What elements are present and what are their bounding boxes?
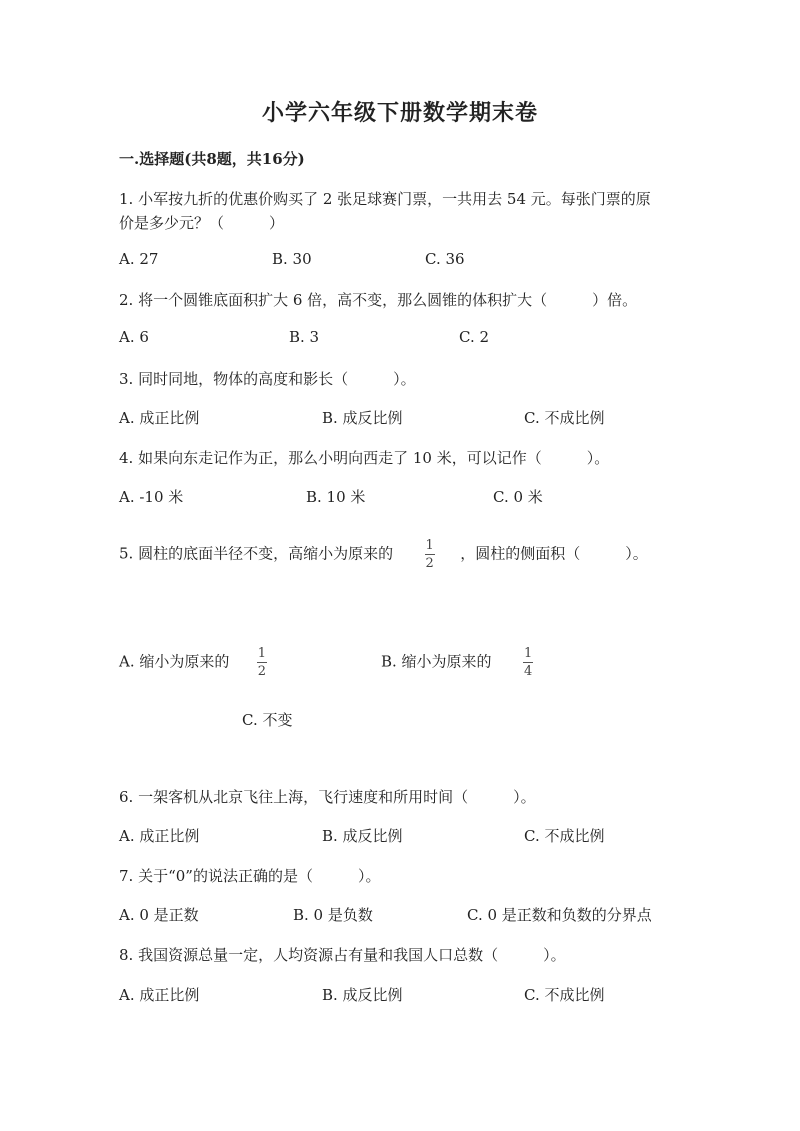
option-a-label: A. 缩小为原来的 (119, 652, 230, 671)
fraction-numerator: 1 (257, 646, 267, 661)
question-8-option-c[interactable]: C. 不成比例 (524, 986, 605, 1004)
question-4-option-a[interactable]: A. -10 米 (119, 488, 184, 506)
question-5-fraction (425, 538, 435, 571)
question-2: 2. 将一个圆锥底面积扩大 6 倍，高不变，那么圆锥的体积扩大（ ）倍。 (119, 291, 638, 309)
question-6: 6. 一架客机从北京飞往上海，飞行速度和所用时间（ ）。 (119, 788, 536, 806)
question-4-option-b[interactable]: B. 10 米 (306, 488, 366, 506)
question-2-option-a[interactable]: A. 6 (119, 328, 149, 346)
question-5 (119, 538, 648, 571)
question-2-option-c[interactable]: C. 2 (459, 328, 490, 346)
option-b-fraction (523, 646, 533, 679)
question-8-option-b[interactable]: B. 成反比例 (322, 986, 403, 1004)
question-7-option-a[interactable]: A. 0 是正数 (119, 906, 199, 924)
fraction-denominator: 2 (425, 556, 434, 571)
fraction-denominator: 4 (523, 664, 533, 679)
question-6-option-c[interactable]: C. 不成比例 (524, 827, 605, 845)
question-6-option-b[interactable]: B. 成反比例 (322, 827, 403, 845)
question-1-option-a[interactable]: A. 27 (119, 250, 159, 268)
section-heading: 一.选择题(共8题，共16分) (119, 150, 305, 168)
option-b-label: B. 缩小为原来的 (381, 652, 492, 671)
fraction-bar (257, 662, 267, 663)
question-1-option-b[interactable]: B. 30 (272, 250, 312, 268)
question-6-option-a[interactable]: A. 成正比例 (119, 827, 200, 845)
fraction-bar (425, 554, 435, 555)
fraction-denominator: 2 (257, 664, 267, 679)
question-3-option-c[interactable]: C. 不成比例 (524, 409, 605, 427)
question-5-option-c[interactable]: C. 不变 (242, 711, 293, 729)
question-1-option-c[interactable]: C. 36 (425, 250, 465, 268)
question-7: 7. 关于“0”的说法正确的是（ ）。 (119, 867, 381, 885)
question-5-option-b[interactable] (381, 646, 533, 679)
option-a-fraction (257, 646, 267, 679)
question-7-option-c[interactable]: C. 0 是正数和负数的分界点 (467, 906, 652, 924)
question-1-line-1: 1. 小军按九折的优惠价购买了 2 张足球赛门票，一共用去 54 元。每张门票的原 (119, 190, 651, 208)
fraction-numerator: 1 (523, 646, 533, 661)
question-3: 3. 同时同地，物体的高度和影长（ ）。 (119, 370, 416, 388)
question-5-text-pre: 5. 圆柱的底面半径不变，高缩小为原来的 (119, 544, 394, 563)
page-title: 小学六年级下册数学期末卷 (261, 100, 538, 126)
question-8-option-a[interactable]: A. 成正比例 (119, 986, 200, 1004)
question-4: 4. 如果向东走记作为正，那么小明向西走了 10 米，可以记作（ ）。 (119, 449, 610, 467)
question-3-option-b[interactable]: B. 成反比例 (322, 409, 403, 427)
question-1-line-2: 价是多少元？（ ） (119, 214, 285, 232)
question-2-option-b[interactable]: B. 3 (289, 328, 320, 346)
fraction-bar (523, 662, 533, 663)
question-5-option-a[interactable] (119, 646, 267, 679)
question-5-text-post: ，圆柱的侧面积（ ）。 (460, 544, 648, 563)
question-7-option-b[interactable]: B. 0 是负数 (293, 906, 373, 924)
question-8: 8. 我国资源总量一定，人均资源占有量和我国人口总数（ ）。 (119, 946, 566, 964)
question-3-option-a[interactable]: A. 成正比例 (119, 409, 200, 427)
question-4-option-c[interactable]: C. 0 米 (493, 488, 543, 506)
fraction-numerator: 1 (425, 538, 434, 553)
